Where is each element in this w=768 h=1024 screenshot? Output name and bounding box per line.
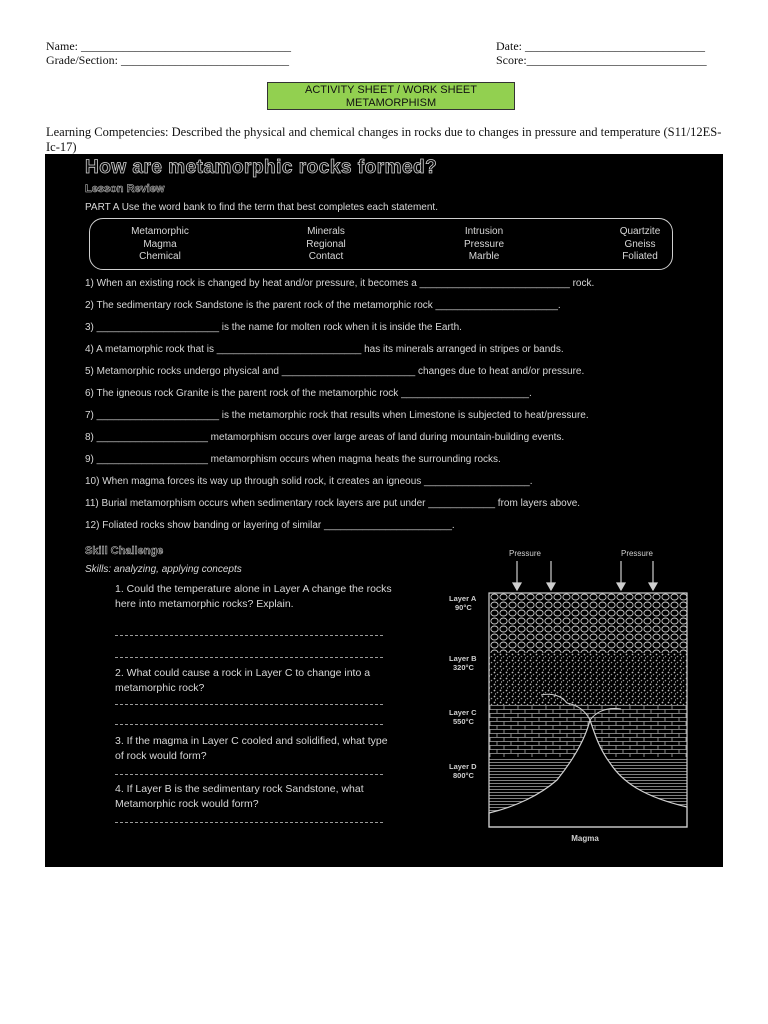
word-bank-column (434, 226, 534, 264)
question-4: 4) A metamorphic rock that is __________________________ has its minerals arranged in stripes or bands. (85, 344, 564, 355)
answer-line (115, 774, 383, 775)
word-bank-term: Minerals (307, 226, 345, 237)
worksheet-title-box (267, 82, 515, 110)
word-bank-column (110, 226, 210, 264)
score-field[interactable]: Score:______________________________ (496, 53, 707, 67)
question-9: 9) ____________________ metamorphism occurs when magma heats the surrounding rocks. (85, 454, 501, 465)
question-6: 6) The igneous rock Granite is the parent rock of the metamorphic rock _______________________. (85, 388, 532, 399)
question-11: 11) Burial metamorphism occurs when sedimentary rock layers are put under ____________ from layers above. (85, 498, 581, 509)
learning-competencies: Learning Competencies: Described the physical and chemical changes in rocks due to changes in pressure and temperature (S11/12ES-Ic-17) (46, 125, 722, 154)
answer-line (115, 724, 383, 725)
word-bank-term: Magma (143, 238, 177, 250)
answer-line (115, 657, 383, 658)
question-1: 1) When an existing rock is changed by heat and/or pressure, it becomes a ___________________________ rock. (85, 278, 595, 289)
word-bank-term: Intrusion (464, 226, 504, 237)
question-7: 7) ______________________ is the metamorphic rock that results when Limestone is subjected to heat/pressure. (85, 410, 589, 421)
lesson-review-heading: Lesson Review (85, 183, 165, 195)
layer-b-rock (489, 653, 687, 705)
layer-c-temp: 550°C (453, 717, 474, 726)
answer-line (115, 635, 383, 636)
word-bank-term: Marble (468, 251, 500, 262)
layer-b-name: Layer B (449, 654, 477, 663)
word-bank-term: Contact (308, 251, 344, 262)
date-field[interactable]: Date: ______________________________ (496, 39, 705, 53)
layer-d-temp: 800°C (453, 771, 474, 780)
worksheet-image (45, 154, 723, 867)
challenge-question-4: 4. If Layer B is the sedimentary rock Sandstone, what Metamorphic rock would form? (115, 783, 364, 810)
word-bank-term: Regional (306, 238, 346, 250)
question-8: 8) ____________________ metamorphism occurs over large areas of land during mountain-building events. (85, 432, 565, 443)
question-2: 2) The sedimentary rock Sandstone is the parent rock of the metamorphic rock ______________________. (85, 300, 561, 311)
layer-a-name: Layer A (449, 594, 477, 603)
part-a-instructions: PART A Use the word bank to find the term that best completes each statement. (85, 202, 438, 213)
metamorphism-layers-diagram (445, 545, 695, 845)
pressure-arrows (513, 561, 657, 590)
pressure-label-left: Pressure (508, 549, 542, 558)
layer-d-name: Layer D (449, 762, 477, 771)
layer-a-rock (489, 593, 687, 653)
word-bank-term: Chemical (139, 251, 181, 262)
question-12: 12) Foliated rocks show banding or layering of similar _______________________. (85, 520, 455, 531)
challenge-question-2: 2. What could cause a rock in Layer C to change into a metamorphic rock? (115, 667, 371, 694)
word-bank-term: Foliated (622, 251, 658, 262)
sheet-heading: How are metamorphic rocks formed? (85, 157, 438, 178)
layer-b-temp: 320°C (453, 663, 474, 672)
word-bank (89, 218, 673, 270)
answer-line (115, 704, 383, 705)
layer-a-temp: 90°C (455, 603, 472, 612)
word-bank-term: Metamorphic (131, 226, 189, 237)
skill-challenge-heading: Skill Challenge (85, 545, 164, 557)
grade-section-field[interactable]: Grade/Section: ____________________________ (46, 53, 289, 67)
word-bank-term: Pressure (463, 238, 504, 250)
question-3: 3) ______________________ is the name for molten rock when it is inside the Earth. (85, 322, 462, 333)
challenge-question-1: 1. Could the temperature alone in Layer A change the rocks here into metamorphic rocks? Explain. (115, 583, 392, 610)
question-5: 5) Metamorphic rocks undergo physical and ________________________ changes due to heat and/or pressure. (85, 366, 585, 377)
skills-subheading: Skills: analyzing, applying concepts (85, 564, 242, 575)
title-line-2: METAMORPHISM (345, 97, 437, 109)
answer-line (115, 822, 383, 823)
word-bank-column (590, 226, 690, 264)
challenge-question-3: 3. If the magma in Layer C cooled and solidified, what type of rock would form? (115, 735, 388, 762)
name-field[interactable]: Name: ___________________________________ (46, 39, 291, 53)
word-bank-column (276, 226, 376, 264)
word-bank-term: Quartzite (619, 226, 661, 237)
question-10: 10) When magma forces its way up through solid rock, it creates an igneous ___________________. (85, 476, 533, 487)
magma-label: Magma (571, 834, 599, 843)
pressure-label-right: Pressure (620, 549, 654, 558)
layer-c-name: Layer C (449, 708, 477, 717)
word-bank-term: Gneiss (624, 238, 656, 250)
layer-labels (449, 594, 477, 780)
title-line-1: ACTIVITY SHEET / WORK SHEET (305, 84, 477, 96)
